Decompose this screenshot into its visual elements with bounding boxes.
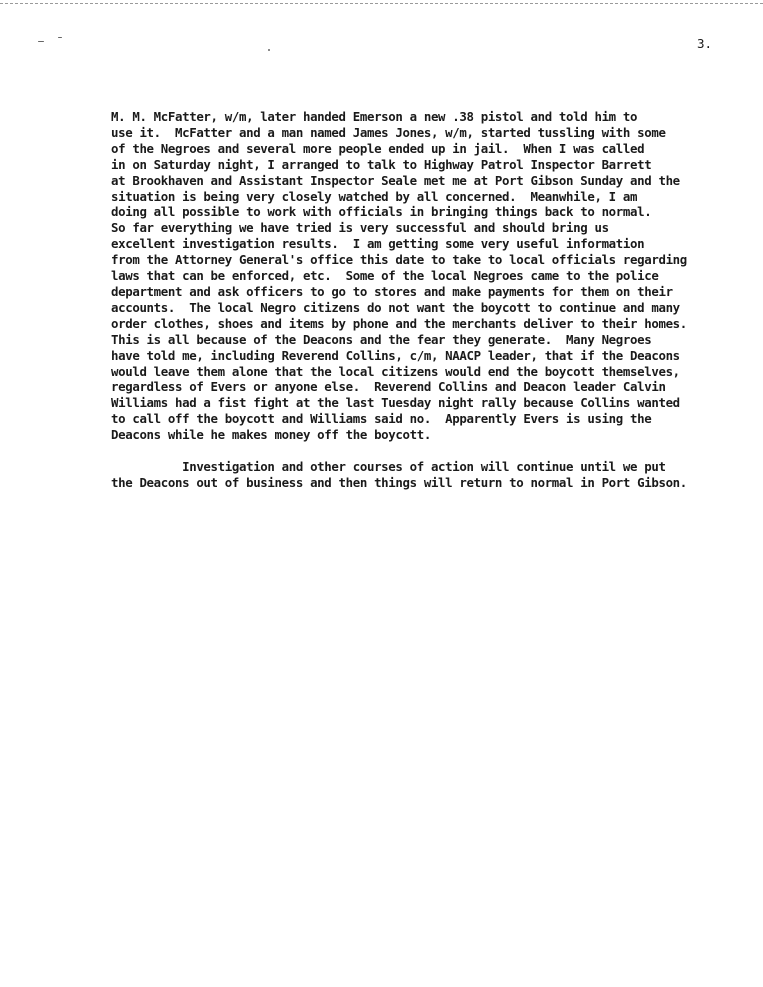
text-line: accounts. The local Negro citizens do not want the boycott to continue and many	[111, 299, 680, 315]
scan-speck	[268, 49, 270, 51]
text-line: doing all possible to work with officials in bringing things back to normal.	[111, 204, 652, 220]
text-line: Williams had a fist fight at the last Tuesday night rally because Collins wanted	[111, 395, 680, 411]
text-line: Investigation and other courses of action will continue until we put	[111, 459, 666, 475]
text-line: order clothes, shoes and items by phone and the merchants deliver to their homes.	[111, 315, 687, 331]
text-line: use it. McFatter and a man named James Jones, w/m, started tussling with some	[111, 124, 666, 140]
text-line: Deacons while he makes money off the boycott.	[111, 427, 431, 443]
text-line: from the Attorney General's office this date to take to local officials regarding	[111, 252, 687, 268]
text-line: So far everything we have tried is very successful and should bring us	[111, 220, 609, 236]
text-line: M. M. McFatter, w/m, later handed Emerson a new .38 pistol and told him to	[111, 109, 638, 124]
text-line: situation is being very closely watched by all concerned. Meanwhile, I am	[111, 188, 638, 204]
paragraph-2	[111, 459, 731, 491]
scan-speck	[58, 37, 62, 38]
text-line: to call off the boycott and Williams said no. Apparently Evers is using the	[111, 411, 652, 427]
document-body	[111, 109, 731, 491]
text-line: at Brookhaven and Assistant Inspector Seale met me at Port Gibson Sunday and the	[111, 172, 680, 188]
text-line: the Deacons out of business and then things will return to normal in Port Gibson.	[111, 474, 687, 490]
text-line: department and ask officers to go to stores and make payments for them on their	[111, 283, 673, 299]
text-line: in on Saturday night, I arranged to talk to Highway Patrol Inspector Barrett	[111, 156, 652, 172]
scan-speck	[38, 41, 44, 42]
page-top-edge	[0, 3, 763, 4]
text-line: would leave them alone that the local citizens would end the boycott themselves,	[111, 363, 680, 379]
page-number: 3.	[697, 36, 713, 51]
text-line: laws that can be enforced, etc. Some of the local Negroes came to the police	[111, 268, 659, 284]
text-line: This is all because of the Deacons and the fear they generate. Many Negroes	[111, 331, 652, 347]
text-line: regardless of Evers or anyone else. Reverend Collins and Deacon leader Calvin	[111, 379, 666, 395]
paragraph-1	[111, 109, 731, 443]
text-line: have told me, including Reverend Collins, c/m, NAACP leader, that if the Deacons	[111, 347, 680, 363]
paragraph-spacer	[111, 443, 731, 459]
text-line: of the Negroes and several more people ended up in jail. When I was called	[111, 140, 645, 156]
text-line: excellent investigation results. I am getting some very useful information	[111, 236, 645, 252]
